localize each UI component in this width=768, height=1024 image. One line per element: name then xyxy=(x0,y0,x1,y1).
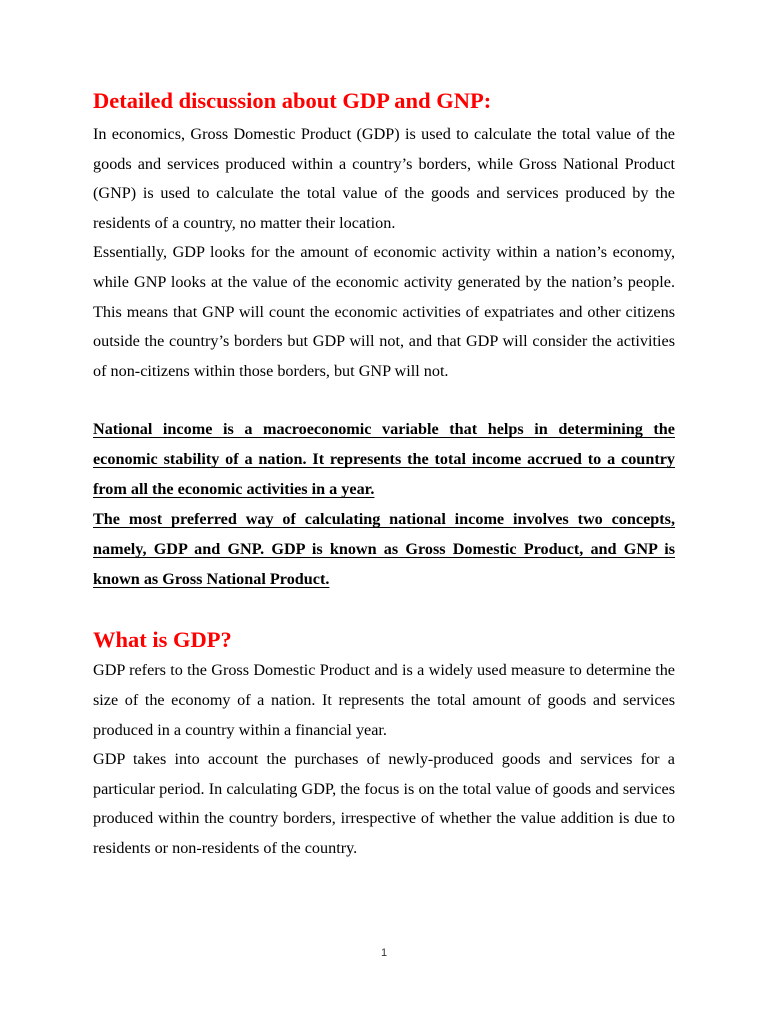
page-number: 1 xyxy=(380,947,388,959)
paragraph-gdp-gnp-difference: Essentially, GDP looks for the amount of economic activity within a nation’s economy, while GNP looks at the value of the economic activity generated by the nation’s people. This means that GNP will count the economic activities of expatriates and other citizens outside the country’s borders but GDP will not, and that GDP will consider the activities of non-citizens within those borders, but GNP will not. xyxy=(93,243,675,380)
paragraph-gdp-definition: GDP refers to the Gross Domestic Product and is a widely used measure to determine the size of the economy of a nation. It represents the total amount of goods and services produced in a country within a financial year. xyxy=(93,661,675,739)
paragraph-gdp-calculation: GDP takes into account the purchases of newly-produced goods and services for a particular period. In calculating GDP, the focus is on the total value of goods and services produced within the country borders, irrespective of whether the value addition is due to residents or non-residents of the country. xyxy=(93,750,675,857)
paragraph-gdp-gnp-definition: In economics, Gross Domestic Product (GDP) is used to calculate the total value of the goods and services produced within a country’s borders, while Gross National Product (GNP) is used to calculate the total value of the goods and services produced by the residents of a country, no matter their location. xyxy=(93,125,675,232)
paragraph-national-income: National income is a macroeconomic variable that helps in determining the economic stability of a nation. It represents the total income accrued to a country from all the economic activities in a year. xyxy=(93,420,675,499)
section-heading-what-is-gdp: What is GDP? xyxy=(93,627,232,653)
paragraph-calculation-concepts: The most preferred way of calculating national income involves two concepts, namely, GDP and GNP. GDP is known as Gross Domestic Product, and GNP is known as Gross National Product. xyxy=(93,510,675,589)
paragraph-spacer xyxy=(93,386,675,414)
document-page xyxy=(93,86,675,864)
section-heading-gdp-gnp: Detailed discussion about GDP and GNP: xyxy=(93,88,492,113)
